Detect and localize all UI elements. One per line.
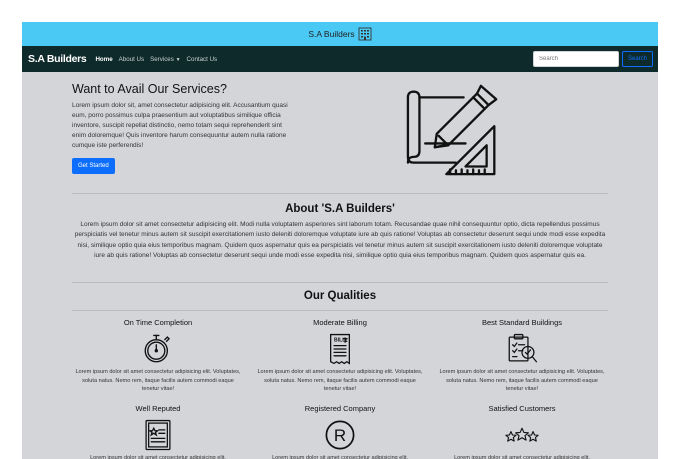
nav-services-dropdown[interactable] [150, 56, 180, 63]
search-input[interactable] [533, 51, 619, 67]
quality-desc: Lorem ipsum dolor sit amet consectetur adipisicing elit. Voluptates, soluta natus. Nemo rem, itaque facilis autem commodi eaque tenetur vitae! [75, 369, 241, 393]
quality-title: Satisfied Customers [488, 404, 556, 413]
about-body: Lorem ipsum dolor sit amet consectetur adipisicing elit. Modi nulla voluptatem asperiores sint laborum totam. Recusandae quae nihil consequuntur optio, dicta repellendus possimus perspiciatis vel tenetur minus autem sit suscipit exercitationem iusto deleniti doloremque voluptate iure ab quis ratione! Voluptas ab consectetur deserunt sequi unde modi esse expedita nisi, similique optio quia eius temporibus magnam. Quidem quos aspernatur quis ea perspiciatis vel tenetur minus autem sit suscipit exercitationem iusto deleniti doloremque voluptate iure ab quis ratione! Voluptas ab consectetur deserunt sequi unde modi esse expedita nisi, similique optio quia eius temporibus magnam. Quidem quos aspernatur quis ea. [74, 221, 606, 260]
hero-text [72, 82, 297, 174]
quality-title: Well Reputed [135, 404, 181, 413]
quality-title: On Time Completion [123, 318, 193, 327]
hero-title: Want to Avail Our Services? [72, 82, 227, 96]
quality-desc: Lorem ipsum dolor sit amet consectetur adipisicing elit. Voluptates, soluta natus. Nemo rem, itaque facilis autem commodi eaque tenetur vitae! [257, 369, 423, 393]
nav-services-label: Services [150, 55, 174, 63]
nav-about[interactable]: About Us [118, 55, 145, 63]
divider [72, 193, 608, 194]
about-title: About 'S.A Builders' [285, 203, 395, 215]
divider [72, 282, 608, 283]
quality-card [437, 318, 607, 394]
stopwatch-icon [141, 332, 175, 366]
svg-text:R: R [333, 425, 347, 445]
quality-card [437, 404, 607, 459]
divider [72, 310, 608, 311]
quality-card [255, 318, 425, 394]
quality-desc: Lorem ipsum dolor sit amet consectetur adipisicing elit. [454, 455, 590, 459]
brand-logo[interactable]: S.A Builders [28, 53, 87, 65]
top-banner [22, 22, 658, 46]
page [22, 22, 658, 459]
bill-icon [323, 332, 357, 366]
banner-title: S.A Builders [308, 29, 355, 39]
caret-down-icon: ▼ [175, 56, 181, 63]
quality-title: Best Standard Buildings [481, 318, 563, 327]
registered-icon [323, 418, 357, 452]
quality-desc: Lorem ipsum dolor sit amet consectetur adipisicing elit. [90, 455, 226, 459]
quality-title: Moderate Billing [313, 318, 367, 327]
nav-contact[interactable]: Contact Us [186, 55, 218, 63]
quality-desc: Lorem ipsum dolor sit amet consectetur adipisicing elit. Voluptates, soluta natus. Nemo rem, itaque facilis autem commodi eaque tenetur vitae! [439, 369, 605, 393]
svg-text:BILL: BILL [334, 337, 346, 344]
quality-desc: Lorem ipsum dolor sit amet consectetur adipisicing elit. [272, 455, 408, 459]
quality-card [73, 318, 243, 394]
navbar [22, 46, 658, 72]
quality-card [255, 404, 425, 459]
stars-icon [505, 418, 539, 452]
quality-card [73, 404, 243, 459]
hero-body: Lorem ipsum dolor sit, amet consectetur adipisicing elit. Accusantium quasi eum, porro possimus culpa praesentium aut voluptatibus similique officia inventore, suscipit repellat distinctio, nemo totam sequi reprehenderit sint enim doloremque! Quis inventore harum consequuntur autem nulla ratione cumque iste perferendis! [72, 102, 288, 150]
blueprint-pencil-icon [406, 82, 502, 178]
qualities-title: Our Qualities [303, 290, 377, 302]
inspection-icon [505, 332, 539, 366]
nav-home[interactable]: Home [95, 55, 113, 63]
search-button[interactable]: Search [622, 51, 653, 67]
building-icon [358, 27, 372, 41]
get-started-button[interactable]: Get Started [72, 158, 115, 174]
quality-title: Registered Company [304, 404, 376, 413]
certificate-icon [141, 418, 175, 452]
